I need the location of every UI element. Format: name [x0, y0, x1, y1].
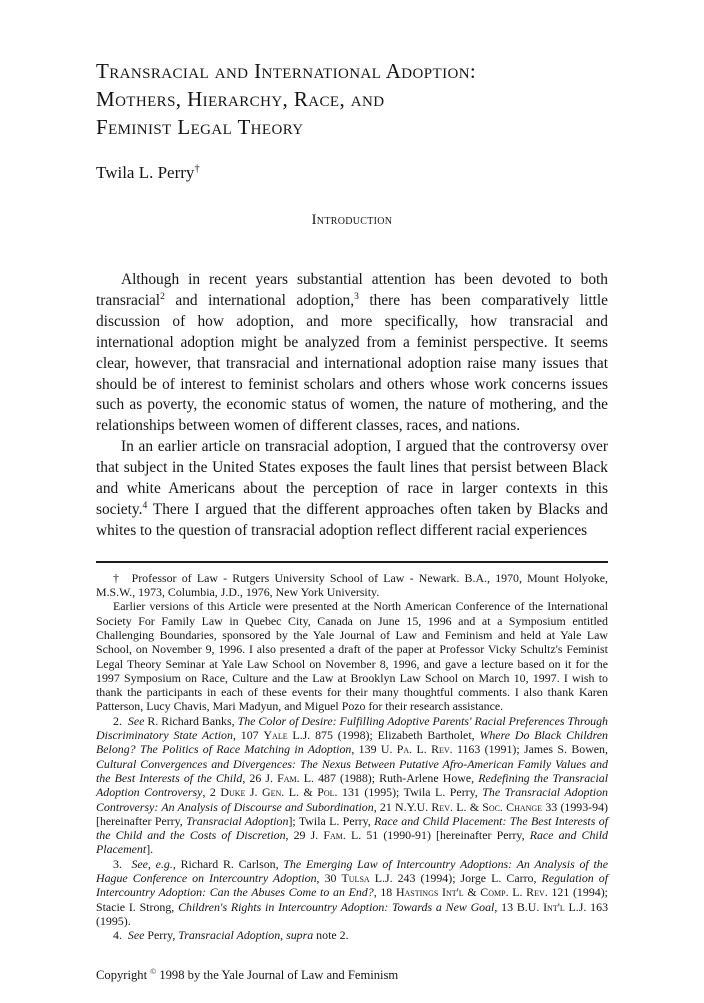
text-column: [96, 0, 608, 983]
title-line-3: Feminist Legal Theory: [96, 115, 304, 139]
page-title: [96, 0, 608, 141]
footnote-4: 4. See Perry, Transracial Adoption, supra note 2.: [113, 928, 349, 943]
footnotes-block: [96, 571, 608, 943]
body-paragraph-1: Although in recent years substantial attention has been devoted to both transracial$^2$ and international adoption,$^3$ there has been comparatively little discussion of how adoption, and more specifically, how transracial and international adoption might be analyzed from a feminist perspective. It seems clear, however, that transracial and international adoption raise many issues that should be of interest to feminist scholars and others whose work concerns issues such as poverty, the economic status of women, the nature of mothering, and the relationships between women of different classes, races, and nations.: [96, 271, 608, 435]
article-body: [96, 270, 608, 542]
body-paragraph-2: In an earlier article on transracial adoption, I argued that the controversy over that subject in the United States exposes the fault lines that persist between Black and white Americans about the perception of race in larger contexts in this society.$^4$ There I argued that the different approaches often taken by Blacks and whites to the question of transracial adoption reflect different racial experiences: [96, 438, 608, 539]
footnote-dagger: † Professor of Law - Rutgers University School of Law - Newark. B.A., 1970, Mount Holyoke, M.S.W., 1973, Columbia, J.D., 1976, New York University.: [96, 570, 608, 600]
title-line-1: Transracial and International Adoption:: [96, 59, 477, 83]
section-heading-introduction: Introduction: [311, 212, 393, 228]
footnote-acknowledgments: Earlier versions of this Article were presented at the North American Conference of the International Society For Family Law in Quebec City, Canada on June 15, 1996 and at a Symposium entitled Challenging Boundaries, sponsored by the Yale Journal of Law and Feminism and held at Yale Law School, on November 9, 1996. I also presented a draft of the paper at Professor Vicky Schultz's Feminist Legal Theory Seminar at Yale Law School on November 8, 1996, and gave a lecture based on it for the 1997 Symposium on Race, Culture and the Law at Brooklyn Law School on March 10, 1997. I wish to thank the participants in each of these events for their many thoughtful comments. I also thank Karen Patterson, Lucy Chavis, Mari Madyun, and Miguel Pozo for their research assistance.: [96, 599, 608, 714]
copyright-notice: Copyright © 1998 by the Yale Journal of Law and Feminism: [96, 966, 399, 982]
footnote-3: 3. See, e.g., Richard R. Carlson, The Emerging Law of Intercountry Adoptions: An Analysis of the Hague Conference on Intercountry Adoption, 30 Tulsa L.J. 243 (1994); Jorge L. Carro, Regulation of Intercountry Adoption: Can the Abuses Come to an End?, 18 Hastings Int'l & Comp. L. Rev. 121 (1994); Stacie I. Strong, Children's Rights in Intercountry Adoption: Towards a New Goal, 13 B.U. Int'l L.J. 163 (1995).: [96, 856, 609, 928]
footnote-separator: [96, 561, 608, 563]
footnote-2: 2. See R. Richard Banks, The Color of Desire: Fulfilling Adoptive Parents' Racial Preferences Through Discriminatory State Action, 107 Yale L.J. 875 (1998); Elizabeth Bartholet, Where Do Black Children Belong? The Politics of Race Matching in Adoption, 139 U. Pa. L. Rev. 1163 (1991); James S. Bowen, Cultural Convergences and Divergences: The Nexus Between Putative Afro-American Family Values and the Best Interests of the Child, 26 J. Fam. L. 487 (1988); Ruth-Arlene Howe, Redefining the Transracial Adoption Controversy, 2 Duke J. Gen. L. & Pol. 131 (1995); Twila L. Perry, The Transracial Adoption Controversy: An Analysis of Discourse and Subordination, 21 N.Y.U. Rev. L. & Soc. Change 33 (1993-94) [hereinafter Perry, Transracial Adoption]; Twila L. Perry, Race and Child Placement: The Best Interests of the Child and the Costs of Discretion, 29 J. Fam. L. 51 (1990-91) [hereinafter Perry, Race and Child Placement].: [96, 713, 608, 857]
title-line-2: Mothers, Hierarchy, Race, and: [96, 87, 385, 111]
author-byline: Twila L. Perry†: [96, 163, 200, 182]
